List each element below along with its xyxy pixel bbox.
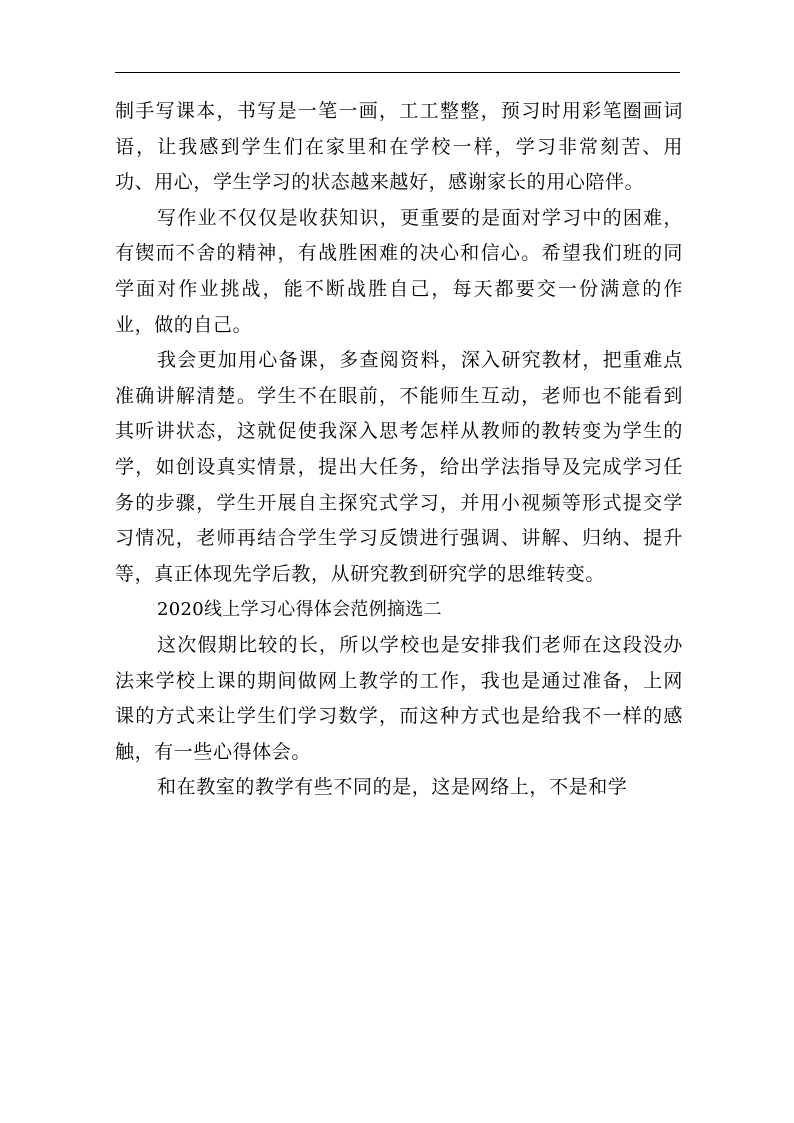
paragraph-continued: 制手写课本，书写是一笔一画，工工整整，预习时用彩笔圈画词语，让我感到学生们在家里和在学校一样，学习非常刻苦、用功、用心，学生学习的状态越来越好，感谢家长的用心陪伴。 <box>115 100 683 194</box>
paragraph-classroom-difference: 和在教室的教学有些不同的是，这是网络上，不是和学 <box>157 776 628 799</box>
paragraph-online-teaching: 这次假期比较的长，所以学校也是安排我们老师在这段没办法来学校上课的期间做网上教学的工作，我也是通过准备，上网课的方式来让学生们学习数学，而这种方式也是给我不一样的感触，有一些心得体会。 <box>115 633 683 763</box>
paragraph-lesson-prep: 我会更加用心备课，多查阅资料，深入研究教材，把重难点准确讲解清楚。学生不在眼前，不能师生互动，老师也不能看到其听讲状态，这就促使我深入思考怎样从教师的教转变为学生的学，如创设真实情景，提出大任务，给出学法指导及完成学习任务的步骤，学生开展自主探究式学习，并用小视频等形式提交学习情况，老师再结合学生学习反馈进行强调、讲解、归纳、提升等，真正体现先学后教，从研究教到研究学的思维转变。 <box>115 349 683 585</box>
document-body <box>115 94 683 806</box>
section-heading: 2020线上学习心得体会范例摘选二 <box>157 599 442 621</box>
header-rule <box>115 72 680 73</box>
paragraph-homework: 写作业不仅仅是收获知识，更重要的是面对学习中的困难，有锲而不舍的精神，有战胜困难的决心和信心。希望我们班的同学面对作业挑战，能不断战胜自己，每天都要交一份满意的作业，做的自己。 <box>115 206 683 336</box>
